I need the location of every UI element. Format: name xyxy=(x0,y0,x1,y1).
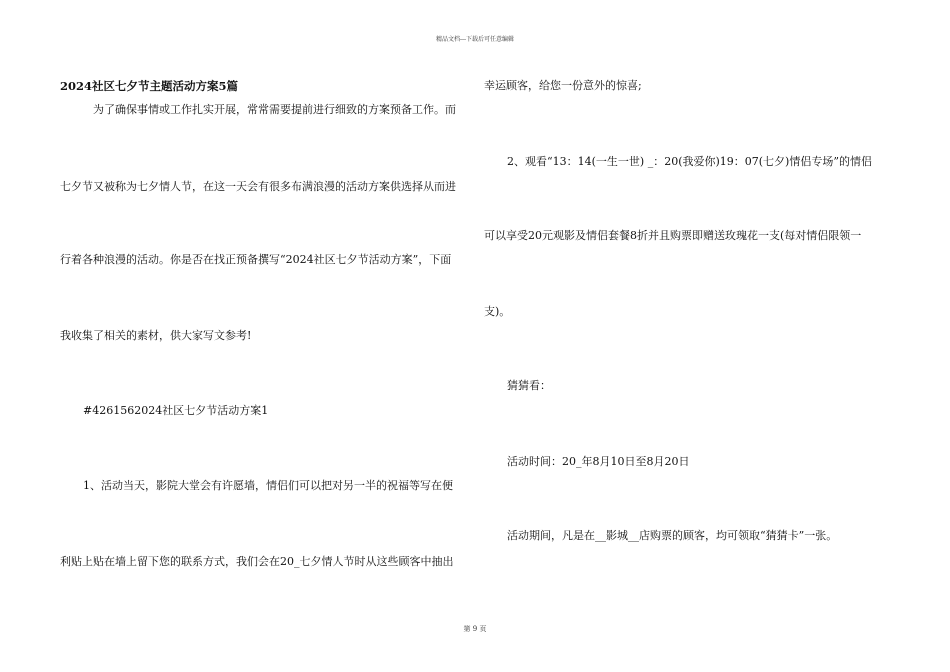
paragraph-line: 活动时间：20_年8月10日至8月20日 xyxy=(507,455,690,468)
page-footer: 第 9 页 xyxy=(463,625,487,633)
paragraph-line: 支)。 xyxy=(484,305,511,318)
paragraph-line: 我收集了相关的素材，供大家写文参考! xyxy=(60,329,252,342)
paragraph-line: 1、活动当天，影院大堂会有许愿墙，情侣们可以把对另一半的祝福等写在便 xyxy=(83,479,453,492)
paragraph-line: 猜猜看： xyxy=(507,379,551,392)
paragraph-line: 七夕节又被称为七夕情人节，在这一天会有很多布满浪漫的活动方案供选择从而进 xyxy=(60,180,456,193)
paragraph-line: 为了确保事情或工作扎实开展，常常需要提前进行细致的方案预备工作。而 xyxy=(93,103,456,116)
document-title: 2024社区七夕节主题活动方案5篇 xyxy=(60,79,239,93)
paragraph-line: 可以享受20元观影及情侣套餐8折并且购票即赠送玫瑰花一支(每对情侣限领一 xyxy=(484,229,862,242)
paragraph-line: 活动期间，凡是在__影城__店购票的顾客，均可领取“猜猜卡”一张。 xyxy=(507,529,838,542)
paragraph-line: 行着各种浪漫的活动。你是否在找正预备撰写“2024社区七夕节活动方案”，下面 xyxy=(60,253,452,266)
page-header: 精品文档---下载后可任意编辑 xyxy=(435,36,515,43)
section-heading: #4261562024社区七夕节活动方案1 xyxy=(83,404,269,417)
paragraph-line: 2、观看“13：14(一生一世) _：20(我爱你)19：07(七夕)情侣专场”的情侣 xyxy=(507,155,872,168)
paragraph-line: 幸运顾客，给您一份意外的惊喜; xyxy=(484,79,642,92)
paragraph-line: 利贴上贴在墙上留下您的联系方式，我们会在20_七夕情人节时从这些顾客中抽出 xyxy=(60,555,454,568)
